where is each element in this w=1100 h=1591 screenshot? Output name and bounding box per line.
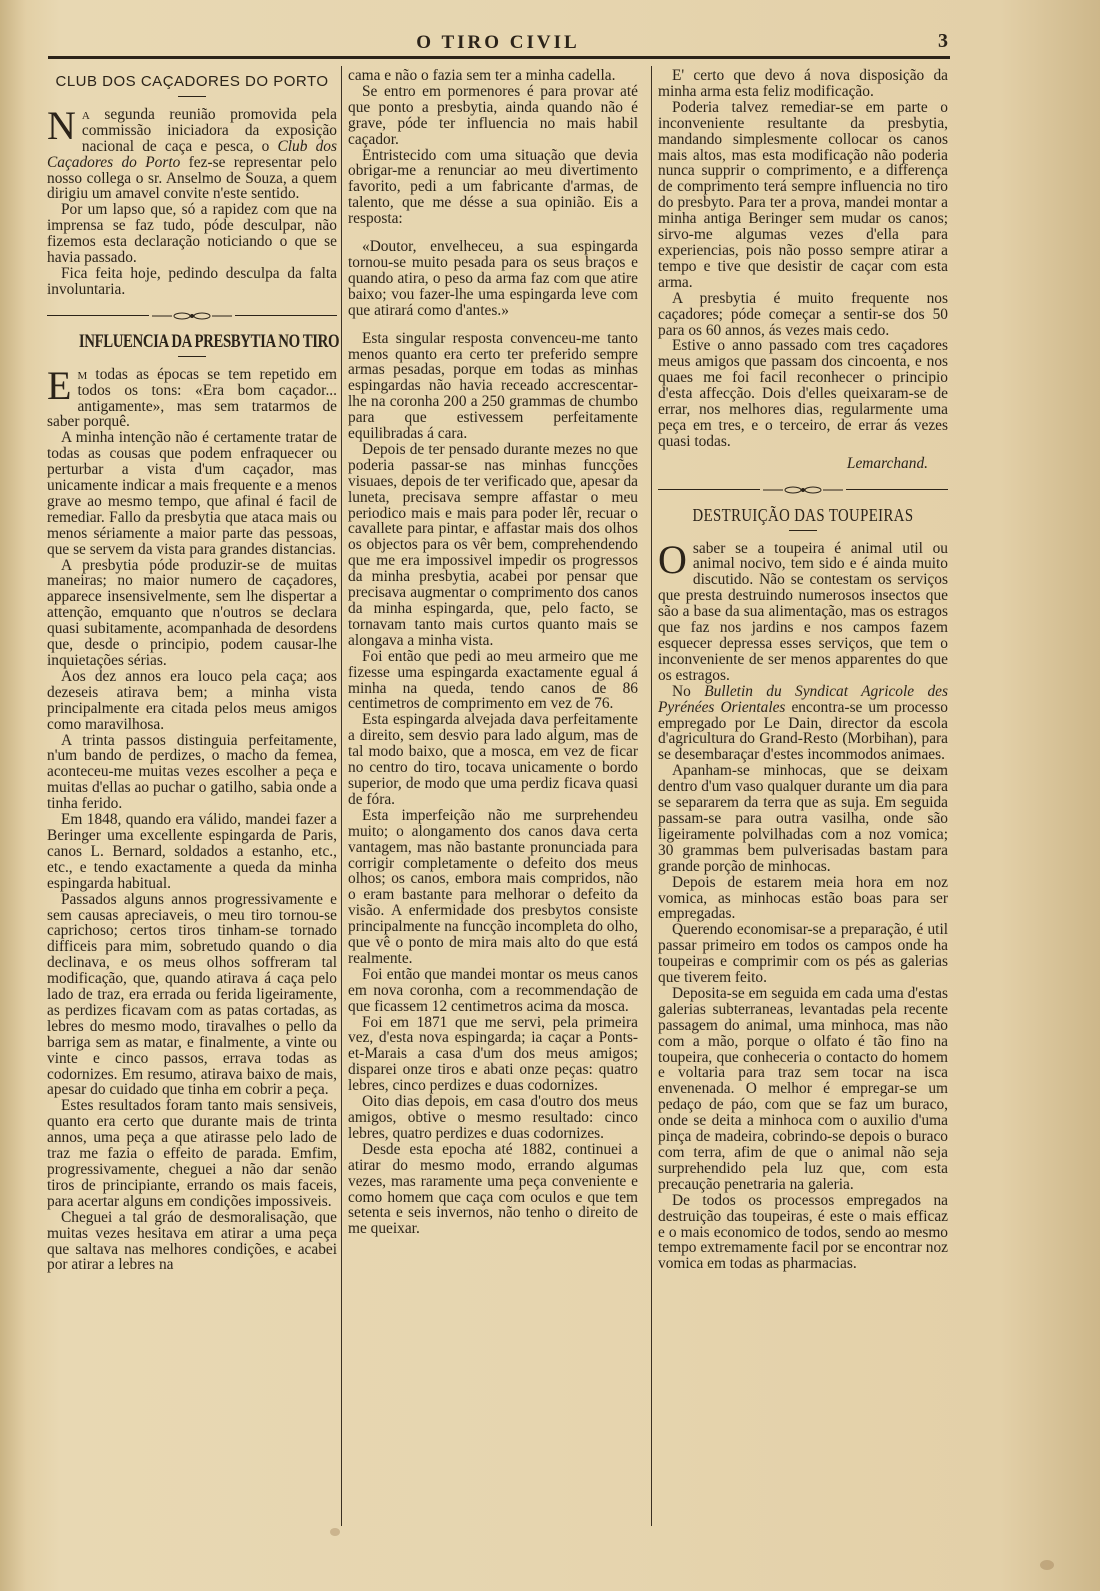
article-paragraph: Oito dias depois, em casa d'outro dos meus amigos, obtive o mesmo resultado: cinco lebres, quatro perdizes e duas codornizes. <box>348 1093 638 1142</box>
page-header <box>48 28 948 58</box>
quoted-reply: «Doutor, envelheceu, a sua espingarda tornou-se muito pesada para os seus braços e quando atira, o peso da arma faz com que atire baixo; vou fazer-lhe uma espingarda leve com que atirará como d'antes.» <box>348 238 638 319</box>
paper-stain <box>1040 1560 1054 1570</box>
article-paragraph: Por um lapso que, só a rapidez com que na imprensa se faz tudo, póde desculpar, não fizemos esta declaração noticiando o que se havia passado. <box>47 201 337 267</box>
small-caps-text: a <box>81 105 90 123</box>
article-paragraph: Entristecido com uma situação que devia obrigar-me a renunciar ao meu divertimento favorito, pedi a um fabricante d'armas, de talento, que me désse a sua opinião. Eis a resposta: <box>348 146 638 228</box>
article-paragraph: Poderia talvez remediar-se em parte o inconveniente resultante da presbytia, mandando simplesmente collocar os canos mais altos, mas esta modificação não poderia nunca supprir o comprimento, e a differença de comprimento terá sempre influencia no tiro do presbyto. Para ter a prova, mandei montar a minha antiga Beringer sem mudar os canos; sirvo-me algumas vezes d'ella para experiencias, pois não posso sempre atirar a tempo e tive que desistir de caçar com esta arma. <box>658 98 948 291</box>
column-divider <box>341 66 342 1526</box>
article-paragraph <box>47 362 337 431</box>
drop-cap: N <box>47 102 76 148</box>
paragraph-text: No <box>672 682 705 700</box>
article-paragraph: cama e não o fazia sem ter a minha cadella. <box>348 67 616 84</box>
header-rule <box>48 56 950 59</box>
page-number: 3 <box>938 30 948 52</box>
article-paragraph: Aos dez annos era louco pela caça; aos dezeseis atirava bem; a minha vista principalmente era citada pelos meus amigos como maravilhosa. <box>47 667 337 733</box>
article-paragraph: Querendo economisar-se a preparação, é util passar primeiro em todos os campos onde ha toupeiras e comprimir com os pés as galerias que tiverem feito. <box>658 921 948 987</box>
article-paragraph: Foi então que mandei montar os meus canos em nova coronha, com a recommendação de que ficassem 12 centimetros acima da mosca. <box>348 965 638 1015</box>
small-caps-text: m <box>77 365 88 383</box>
article-paragraph: Foi então que pedi ao meu armeiro que me fizesse uma espingarda exactamente egual á minha na queda, tendo canos de 86 centimetros de comprimento em vez de 76. <box>348 647 638 713</box>
italic-text: Bulletin du Syndicat Agricole des Pyrénées Orientales <box>658 682 948 716</box>
ornament-divider <box>658 484 948 496</box>
author-signature: Lemarchand. <box>846 454 928 472</box>
ornament-icon <box>152 311 232 321</box>
paragraph-text: saber se a toupeira é animal util ou animal nocivo, tem sido e é ainda muito discutido. Não se contestam os serviços que presta destruindo numerosos insectos que são a base da sua alimentação, mas os estragos que faz nos jardins e nos campos fazem esquecer depressa esses serviços, que tem o inconveniente de ser menos apparentes do que os estragos. <box>658 539 948 684</box>
section-title-presbytia: INFLUENCIA DA PRESBYTIA NO TIRO <box>78 330 340 352</box>
article-paragraph: Se entro em pormenores é para provar até que ponto a presbytia, ainda quando não é grave, póde ter influencia no mais habil caçador. <box>348 82 638 148</box>
article-paragraph <box>658 684 948 764</box>
article-paragraph: Em 1848, quando era válido, mandei fazer a Beringer uma excellente espingarda de Paris, canos L. Bernard, soldados a estanho, etc., etc., e tendo exactamente a queda da minha espingarda habitual. <box>47 811 337 892</box>
paragraph-text: fez-se representar pelo nosso collega o sr. Anselmo de Souza, a quem dirigiu um amavel convite n'este sentido. <box>47 153 337 203</box>
section-title-toupeiras: DESTRUIÇÃO DAS TOUPEIRAS <box>692 504 914 525</box>
article-paragraph: Deposita-se em seguida em cada uma d'estas galerias subterraneas, levantadas pela recente passagem do animal, uma minhoca, mas não com a mão, porque o olfato é tão fino na toupeira, que conheceria o contacto do homem e voltaria para traz sem tocar na isca envenenada. O melhor é empregar-se um pedaço de páo, com que se faz um buraco, onde se deita a minhoca com o auxilio d'uma pinça de madeira, cobrindo-se depois o buraco com terra, afim de que o animal não seja surprehendido pela luz que, com esta precaução penetraria na galeria. <box>658 984 948 1193</box>
article-paragraph: Foi em 1871 que me servi, pela primeira vez, d'esta nova espingarda; ia caçar a Ponts-et-Marais a casa d'um dos meus amigos; disparei onze tiros e abati onze peças: quatro lebres, cinco perdizes e duas codornizes. <box>348 1013 638 1095</box>
drop-cap: O <box>658 536 687 582</box>
article-paragraph: Fica feita hoje, pedindo desculpa da falta involuntaria. <box>47 264 337 298</box>
article-paragraph: A presbytia póde produzir-se de muitas maneiras; no maior numero de caçadores, apparece insensivelmente, sem lhe dispertar a attenção, emquanto que n'outros se declara quasi subitamente, acompanhada de desordens que, desde o principio, podem causar-lhe inquietações sérias. <box>47 556 337 669</box>
paragraph-text: segunda reunião promovida pela commissão iniciadora da exposição nacional de caça e pesca, o <box>81 105 337 155</box>
title-rule <box>789 530 817 531</box>
article-paragraph: Depois de ter pensado durante mezes no que poderia passar-se nas minhas funcções visuaes, depois de ter verificado que, apesar da luneta, precisava sempre affastar o meu periodico mais e mais para poder lêr, recuar o cavallete para pintar, e affastar mais dos olhos os objectos para os vêr bem, comprehendendo que me era impossivel impedir os progressos da minha presbytia, acabei por pensar que precisava augmentar o comprimento dos canos da minha espingarda, que, pelo facto, se tornavam tanto mais curtos quanto mais se alongava a minha vista. <box>348 440 638 649</box>
column-3 <box>658 68 948 1272</box>
italic-text: Club dos Caçadores do Porto <box>47 137 337 171</box>
article-paragraph: E' certo que devo á nova disposição da minha arma esta feliz modificação. <box>658 67 948 100</box>
title-rule <box>178 356 206 357</box>
paragraph-text: encontra-se um processo empregado por Le Dain, director da escola d'agricultura do Grand-Resto (Morbihan), para se desembaraçar d'estes incommodos animaes. <box>658 698 948 764</box>
newspaper-title: O TIRO CIVIL <box>416 32 580 53</box>
article-paragraph: Apanham-se minhocas, que se deixam dentro d'um vaso qualquer durante um dia para se separarem da terra que as suja. Em seguida passam-se para outra vasilha, onde são ligeiramente polvilhadas com a noz vomica; 30 grammas bem pulverisadas bastam para grande porção de minhocas. <box>658 762 948 875</box>
article-paragraph: Esta imperfeição não me surprehendeu muito; o alongamento dos canos dava certa vantagem, mas não bastante pronunciada para corrigir completamente o defeito dos meus olhos; os canos, embora mais compridos, não o eram bastante para melhorar o defeito da visão. A enfermidade dos presbytos consiste principalmente na funcção incompleta do olho, que vê o ponto de mira mais alto do que está realmente. <box>348 806 638 967</box>
article-paragraph: A trinta passos distinguia perfeitamente, n'um bando de perdizes, o macho da femea, aconteceu-me muitas vezes escolher a peça e muitas d'ellas ao puchar o gatilho, sabia onde a tinha ferido. <box>47 731 337 813</box>
ornament-icon <box>763 485 843 495</box>
article-paragraph <box>47 102 337 203</box>
article-paragraph: Esta espingarda alvejada dava perfeitamente a direito, sem desvio para lado algum, mas de tal modo baixo, que a mosca, em vez de ficar no centro do tiro, tocava unicamente o bordo superior, de modo que uma perdiz ficava quasi de fóra. <box>348 711 638 808</box>
article-paragraph: Desde esta epocha até 1882, continuei a atirar do mesmo modo, errando algumas vezes, mas raramente uma peça conveniente e como homem que caça com oculos e que tem setenta e seis invernos, não tenho o direito de me queixar. <box>348 1140 638 1238</box>
ornament-divider <box>47 310 337 322</box>
article-paragraph: Cheguei a tal gráo de desmoralisação, que muitas vezes hesitava em atirar a uma peça que saltava nas melhores condições, e acabei por atirar a lebres na <box>47 1208 337 1274</box>
column-divider <box>651 66 652 1526</box>
column-2 <box>348 68 638 1237</box>
drop-cap: E <box>47 362 72 408</box>
column-1 <box>47 68 340 1274</box>
article-paragraph: De todos os processos empregados na destruição das toupeiras, é este o mais efficaz e o mais economico de todos, sendo ao mesmo tempo extremamente facil por se encontrar noz vomica em todas as pharmacias. <box>658 1191 948 1273</box>
article-paragraph: A presbytia é muito frequente nos caçadores; póde começar a sentir-se dos 50 para os 60 annos, ás vezes mais cedo. <box>658 289 948 339</box>
article-paragraph: Depois de estarem meia hora em noz vomica, as minhocas estão boas para ser empregadas. <box>658 873 948 923</box>
article-paragraph: Esta singular resposta convenceu-me tanto menos quanto era certo ter preferido sempre armas pesadas, porque em todas as minhas espingardas não havia receado accrescentar-lhe na coronha 200 a 250 grammas de chumbo para que estivessem perfeitamente equilibradas á cara. <box>348 329 638 443</box>
section-title-club: CLUB DOS CAÇADORES DO PORTO <box>55 73 329 90</box>
article-paragraph <box>658 536 948 684</box>
article-paragraph: Passados alguns annos progressivamente e sem causas apreciaveis, o meu tiro tornou-se caprichoso; certos tiros tinham-se tornado difficeis para mim, sobretudo quando o dia declinava, e os meus olhos soffreram tal modificação, que, quando atirava á caça pelo lado de traz, era errada ou ferida ligeiramente, as perdizes ficavam com as patas cortadas, as lebres do mesmo modo, tiravalhes o pello da barriga sem as matar, e finalmente, a vinte ou vinte e cinco passos, errava todas as codornizes. Em resumo, atirava baixo de mais, apesar do cuidado que tinha em cobrir a peça. <box>47 890 337 1099</box>
paragraph-text: todas as épocas se tem repetido em todos os tons: «Era bom caçador... antigamente», mas sem tratarmos de saber porquê. <box>47 365 337 431</box>
article-paragraph: Estive o anno passado com tres caçadores meus amigos que passam dos cincoenta, e nos quaes me foi facil reconhecer o principio d'esta affecção. Dois d'elles queixaram-se de errar, nos melhores dias, regularmente uma peça em tres, e o terceiro, de errar ás vezes quasi todas. <box>658 337 948 450</box>
article-paragraph: Estes resultados foram tanto mais sensiveis, quanto era certo que durante mais de trinta annos, uma peça a que atirasse pelo lado de traz me fazia o effeito de parada. Emfim, progressivamente, cheguei a não dar senão tiros de principiante, errando os mais faceis, para acertar alguns em condições impossiveis. <box>47 1097 337 1210</box>
article-paragraph: A minha intenção não é certamente tratar de todas as cousas que podem enfraquecer ou perturbar a vista d'um caçador, mas unicamente indicar a mais frequente e a menos grave ao mesmo tempo, que afinal é facil de remediar. Fallo da presbytia que ataca mais ou menos sériamente a maior parte das pessoas, que se servem da vista para grandes distancias. <box>47 429 337 558</box>
title-rule <box>178 96 206 97</box>
paper-stain <box>330 1528 340 1536</box>
